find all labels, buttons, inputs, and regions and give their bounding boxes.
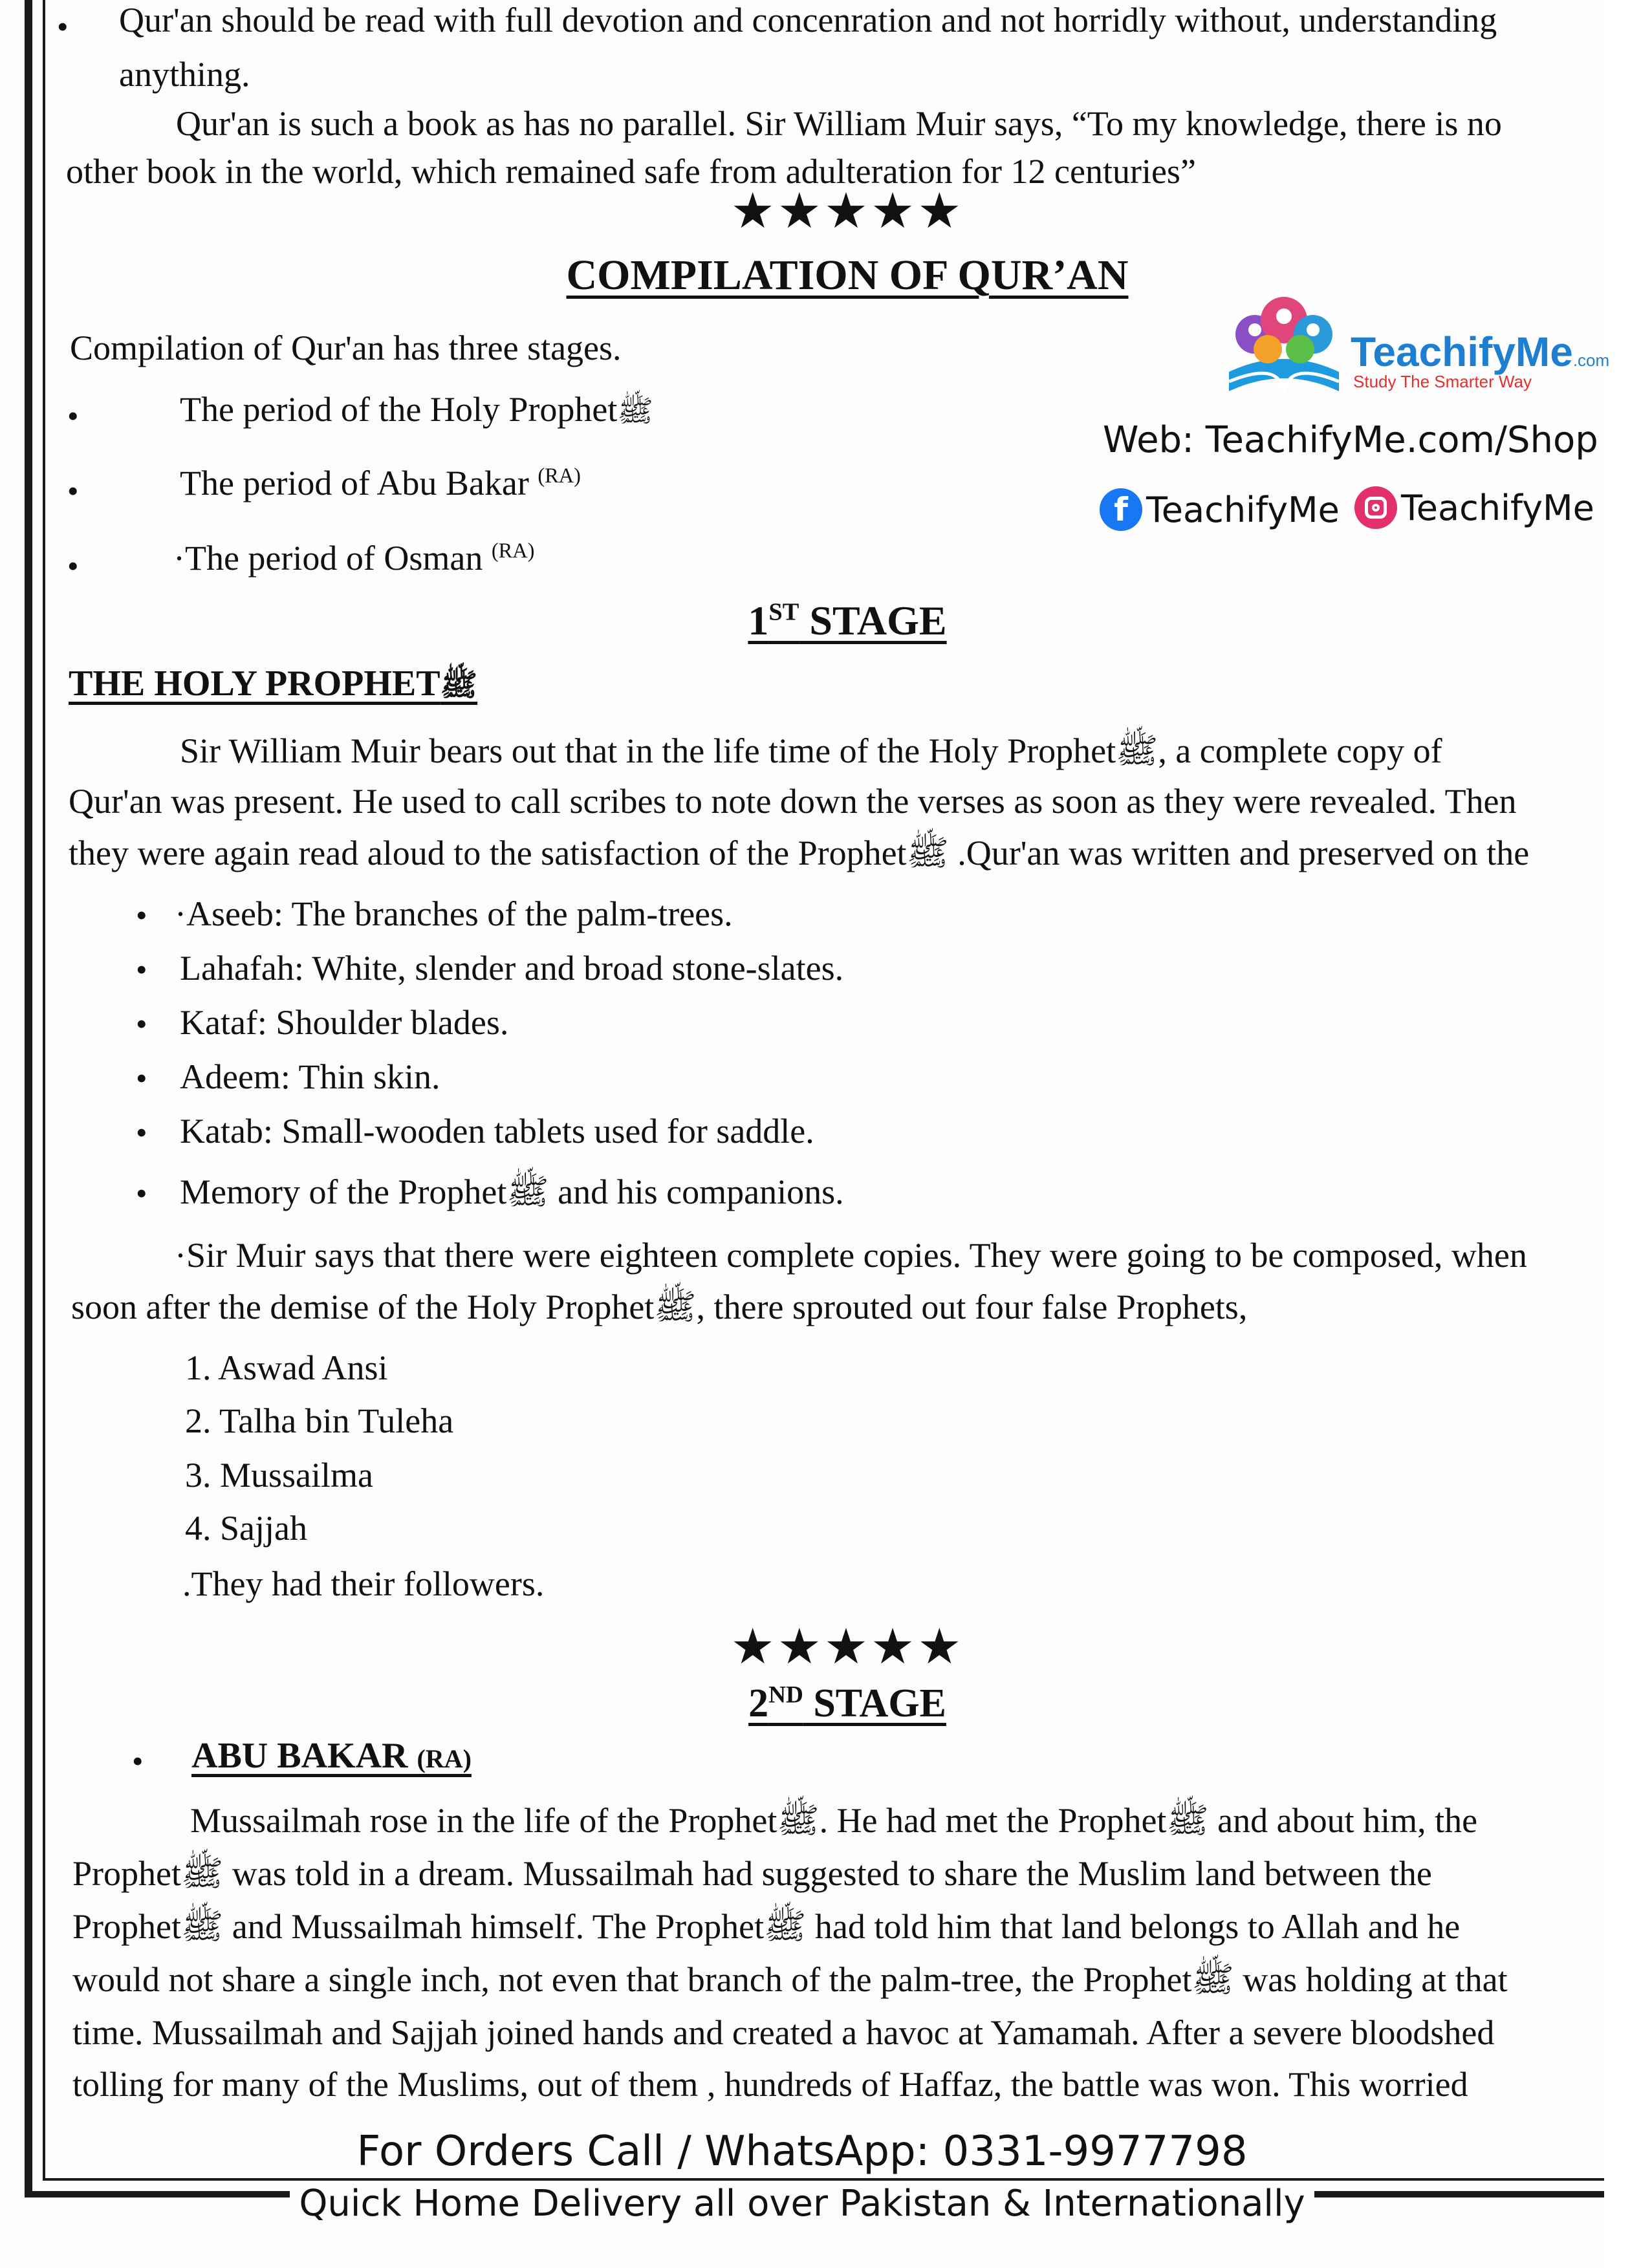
logo-people-book-icon — [1216, 294, 1352, 404]
bullet: • — [136, 1175, 147, 1211]
instagram-handle[interactable] — [1354, 486, 1594, 529]
stage2-paragraph-line: tolling for many of the Muslims, out of them , hundreds of Haffaz, the battle was won. This worried — [72, 2065, 1468, 2104]
compilation-intro: Compilation of Qur'an has three stages. — [70, 329, 622, 367]
bullet: • — [67, 398, 79, 434]
stage2-paragraph-line: would not share a single inch, not even that branch of the palm-tree, the Prophetﷺ was holding at that — [72, 1960, 1508, 1999]
facebook-icon: f — [1100, 488, 1142, 531]
section-title: COMPILATION OF QUR’AN — [566, 252, 1129, 299]
false-prophet-item: 4. Sajjah — [185, 1509, 307, 1548]
bullet: • — [57, 8, 69, 45]
stage1-paragraph-line: Sir William Muir bears out that in the life time of the Holy Prophetﷺ, a complete copy of — [180, 731, 1442, 770]
stage1-paragraph-line: they were again read aloud to the satisfaction of the Prophetﷺ .Qur'an was written and preserved on the — [69, 834, 1530, 872]
delivery-line: Quick Home Delivery all over Pakistan & Internationally — [0, 2183, 1604, 2225]
stage-list-item: ·The period of Osman $^{(RA)}$ — [173, 539, 535, 578]
material-list-item: Lahafah: White, slender and broad stone-slates. — [180, 949, 844, 988]
bullet: • — [132, 1743, 144, 1779]
facebook-handle[interactable] — [1100, 488, 1340, 531]
false-prophet-item: 1. Aswad Ansi — [185, 1348, 388, 1387]
stage2-paragraph-line: time. Mussailmah and Sajjah joined hands and created a havoc at Yamamah. After a severe bloodshed — [72, 2013, 1495, 2052]
stage-list-item: The period of Abu Bakar $^{(RA)}$ — [180, 464, 581, 502]
logo-tagline: Study The Smarter Way — [1353, 372, 1532, 391]
material-list-item: ·Aseeb: The branches of the palm-trees. — [175, 894, 733, 933]
stage-list-item: The period of the Holy Prophetﷺ — [180, 390, 653, 429]
intro-paragraph-line: Qur'an is such a book as has no parallel. Sir William Muir says, “To my knowledge, there is no — [176, 104, 1502, 143]
instagram-icon — [1354, 486, 1397, 529]
stage-subheading: THE HOLY PROPHETﷺ — [69, 664, 478, 704]
bullet: • — [67, 548, 79, 584]
star-divider: ★★★★★ — [730, 1620, 964, 1674]
stage-heading: 2ND STAGE — [748, 1681, 946, 1725]
material-list-item: Adeem: Thin skin. — [180, 1057, 440, 1096]
stage1-paragraph2-line: soon after the demise of the Holy Prophetﷺ, there sprouted out four false Prophets, — [71, 1288, 1248, 1326]
material-list-item: Memory of the Prophetﷺ and his companions. — [180, 1172, 844, 1211]
intro-bullet-line: anything. — [119, 55, 250, 94]
website-link[interactable]: Web: TeachifyMe.com/Shop — [1103, 419, 1598, 461]
bullet: • — [136, 951, 147, 988]
star-divider: ★★★★★ — [730, 184, 964, 239]
stage1-paragraph-line: Qur'an was present. He used to call scribes to note down the verses as soon as they were revealed. Then — [69, 782, 1517, 821]
instagram-handle-label: TeachifyMe — [1401, 487, 1594, 528]
page-border-left-inner — [43, 0, 45, 2179]
order-contact-line: For Orders Call / WhatsApp: 0331-9977798 — [356, 2128, 1248, 2176]
bullet: • — [136, 1114, 147, 1150]
closing-line: .They had their followers. — [182, 1564, 545, 1603]
material-list-item: Katab: Small-wooden tablets used for saddle. — [180, 1112, 814, 1150]
false-prophet-item: 2. Talha bin Tuleha — [185, 1401, 454, 1440]
stage2-paragraph-line: Mussailmah rose in the life of the Prophetﷺ. He had met the Prophetﷺ and about him, the — [190, 1801, 1478, 1840]
bullet: • — [136, 1006, 147, 1042]
bullet: • — [67, 473, 79, 509]
stage2-paragraph-line: Prophetﷺ was told in a dream. Mussailmah had suggested to share the Muslim land between the — [72, 1854, 1432, 1893]
intro-bullet-line: Qur'an should be read with full devotion and concenration and not horridly without, understanding — [119, 1, 1497, 39]
material-list-item: Kataf: Shoulder blades. — [180, 1003, 509, 1042]
stage-subheading: ABU BAKAR (RA) — [191, 1736, 472, 1776]
intro-paragraph-line: other book in the world, which remained safe from adulteration for 12 centuries” — [66, 152, 1196, 191]
stage1-paragraph2-line: ·Sir Muir says that there were eighteen complete copies. They were going to be composed, when — [175, 1236, 1527, 1275]
stage2-paragraph-line: Prophetﷺ and Mussailmah himself. The Prophetﷺ had told him that land belongs to Allah and he — [72, 1907, 1461, 1946]
stage-heading: 1ST STAGE — [748, 598, 947, 643]
facebook-handle-label: TeachifyMe — [1146, 489, 1340, 530]
logo-wordmark: TeachifyMe.com — [1351, 329, 1610, 375]
teachifyme-logo — [1216, 294, 1610, 404]
page-border-bottom-inner — [43, 2178, 1604, 2181]
page-border-left-outer — [25, 0, 32, 2192]
bullet: • — [136, 897, 147, 933]
false-prophet-item: 3. Mussailma — [185, 1456, 373, 1495]
bullet: • — [136, 1060, 147, 1096]
